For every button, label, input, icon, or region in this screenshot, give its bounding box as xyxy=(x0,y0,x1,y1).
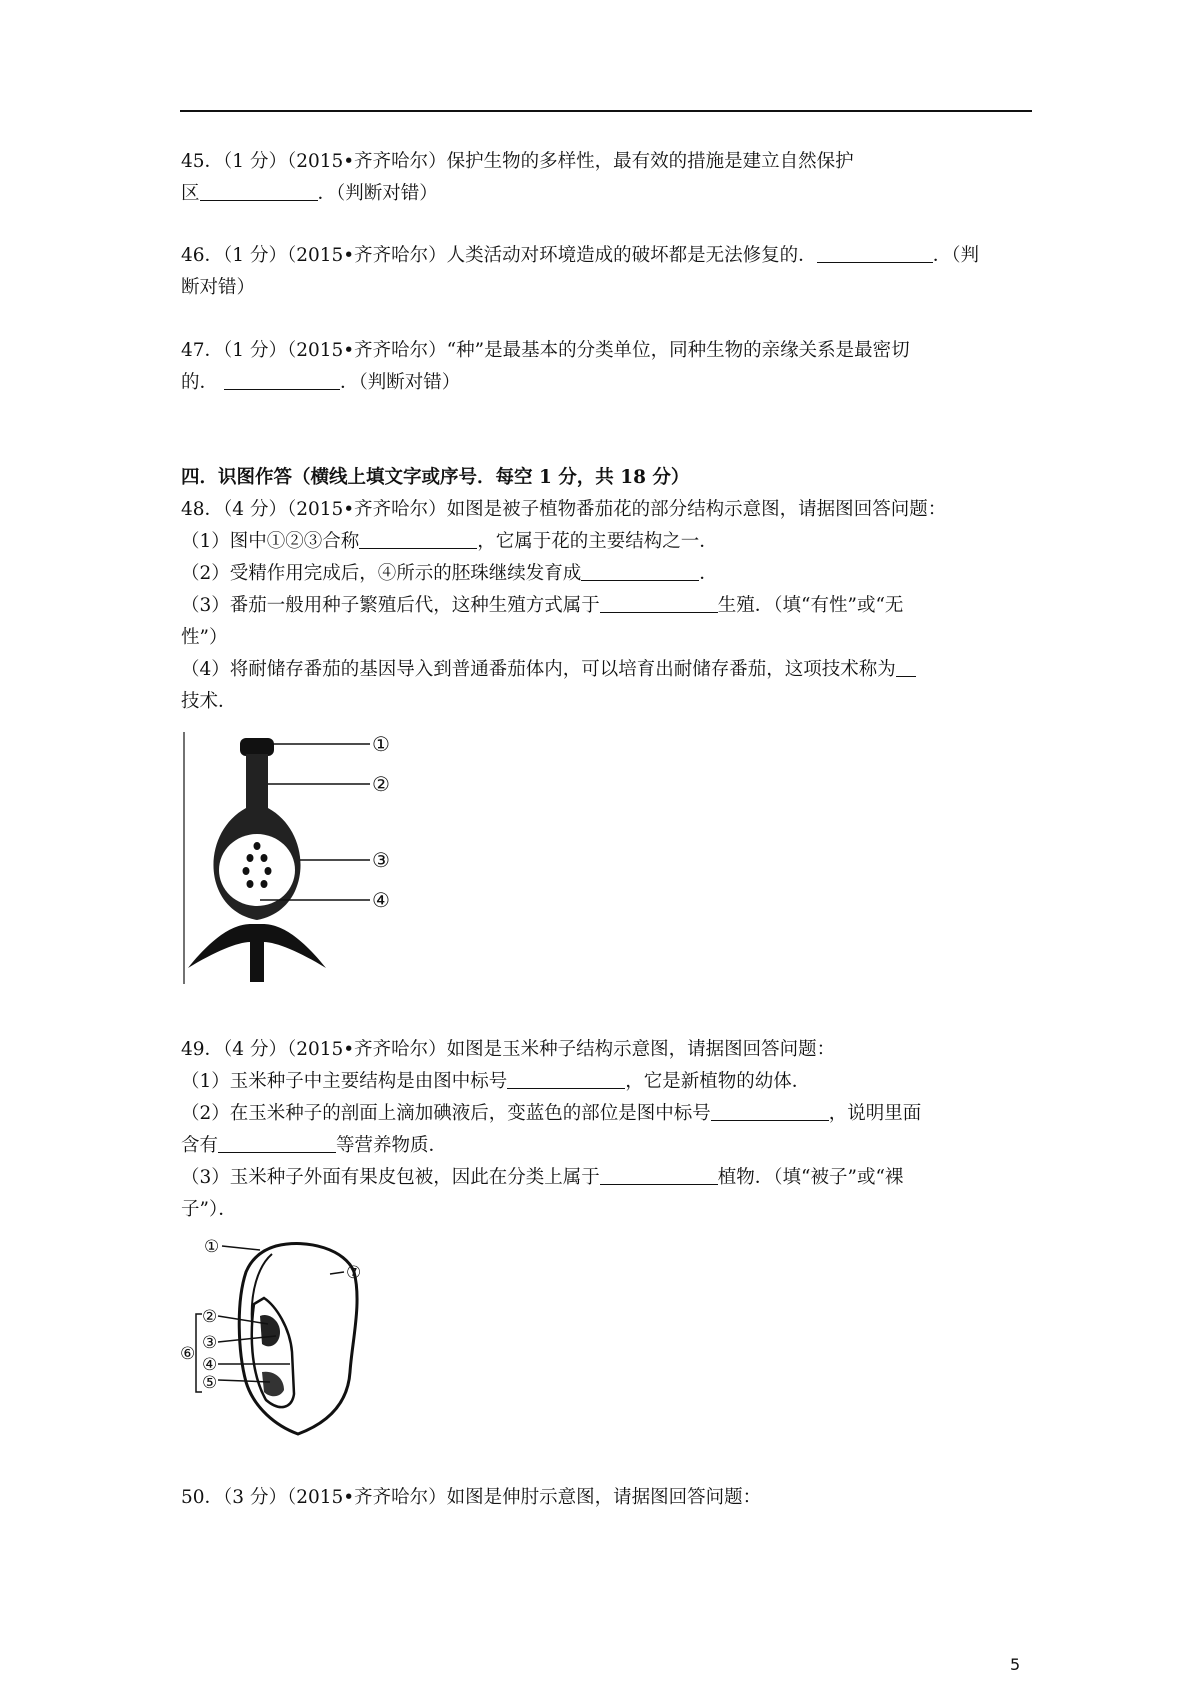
answer-blank[interactable] xyxy=(711,1098,829,1121)
figure-label-3: ③ xyxy=(372,848,390,872)
q48-sub3: （3）番茄一般用种子繁殖后代，这种生殖方式属于 生殖．（填“有性”或“无 xyxy=(181,590,1031,622)
q50-stem: 50．（3 分）（2015•齐齐哈尔）如图是伸肘示意图，请据图回答问题： xyxy=(181,1487,762,1508)
q49-sub3-cont: 子”）． xyxy=(181,1199,237,1220)
question-46 xyxy=(181,240,1031,304)
answer-blank[interactable] xyxy=(224,367,340,390)
figure-label-4: ④ xyxy=(372,888,390,912)
corn-label-7: ⑦ xyxy=(346,1263,362,1283)
q48-sub1: （1）图中①②③合称 ，它属于花的主要结构之一． xyxy=(181,526,1031,558)
q48-sub3-cont: 性”） xyxy=(181,627,228,648)
section-title: 四．识图作答（横线上填文字或序号．每空 1 分，共 18 分） xyxy=(181,467,690,488)
figure-label-1: ① xyxy=(372,732,390,756)
corn-label-3: ③ xyxy=(202,1333,218,1353)
corn-label-5: ⑤ xyxy=(202,1373,218,1393)
q45-line2: 区 ．（判断对错） xyxy=(181,178,1031,210)
q46-line2: 断对错） xyxy=(181,277,256,298)
answer-blank[interactable] xyxy=(200,178,318,201)
question-50 xyxy=(181,1482,1031,1514)
question-49 xyxy=(181,1034,1031,1226)
q49-sub3: （3）玉米种子外面有果皮包被，因此在分类上属于 植物．（填“被子”或“裸 xyxy=(181,1162,1031,1194)
answer-blank[interactable] xyxy=(600,1162,718,1185)
question-47 xyxy=(181,335,1031,399)
q48-sub2: （2）受精作用完成后，④所示的胚珠继续发育成 ． xyxy=(181,558,1031,590)
flower-pistil-figure xyxy=(180,728,410,988)
page-number: 5 xyxy=(1010,1655,1021,1674)
corn-seed-figure xyxy=(180,1232,420,1442)
question-45 xyxy=(181,146,1031,210)
answer-blank[interactable] xyxy=(507,1066,625,1089)
figure-label-2: ② xyxy=(372,772,390,796)
header-rule xyxy=(180,110,1032,112)
section-4 xyxy=(181,462,1031,718)
q49-sub2-cont: 含有 等营养物质． xyxy=(181,1130,1031,1162)
q48-stem: 48．（4 分）（2015•齐齐哈尔）如图是被子植物番茄花的部分结构示意图，请据图回答问题： xyxy=(181,499,947,520)
answer-blank[interactable] xyxy=(817,240,933,263)
corn-label-2: ② xyxy=(202,1307,218,1327)
q48-sub4-cont: 技术． xyxy=(181,691,237,712)
q45-line1: 45．（1 分）（2015•齐齐哈尔）保护生物的多样性，最有效的措施是建立自然保护 xyxy=(181,151,854,172)
q47-line1: 47．（1 分）（2015•齐齐哈尔）“种”是最基本的分类单位，同种生物的亲缘关系是最密切 xyxy=(181,340,910,361)
answer-blank[interactable] xyxy=(218,1130,336,1153)
corn-label-6: ⑥ xyxy=(180,1344,196,1364)
answer-blank[interactable] xyxy=(896,654,916,677)
q46-line1: 46．（1 分）（2015•齐齐哈尔）人类活动对环境造成的破坏都是无法修复的． ．（判 xyxy=(181,240,1031,272)
q49-sub2: （2）在玉米种子的剖面上滴加碘液后，变蓝色的部位是图中标号 ，说明里面 xyxy=(181,1098,1031,1130)
receptacle-shape xyxy=(188,924,326,982)
corn-label-1: ① xyxy=(204,1237,220,1257)
answer-blank[interactable] xyxy=(600,590,718,613)
corn-label-4: ④ xyxy=(202,1355,218,1375)
q49-stem: 49．（4 分）（2015•齐齐哈尔）如图是玉米种子结构示意图，请据图回答问题： xyxy=(181,1039,836,1060)
q49-sub1: （1）玉米种子中主要结构是由图中标号 ，它是新植物的幼体． xyxy=(181,1066,1031,1098)
q47-line2: 的． ．（判断对错） xyxy=(181,367,1031,399)
q48-sub4: （4）将耐储存番茄的基因导入到普通番茄体内，可以培育出耐储存番茄，这项技术称为 xyxy=(181,654,1031,686)
answer-blank[interactable] xyxy=(359,526,477,549)
answer-blank[interactable] xyxy=(581,558,699,581)
stigma-shape xyxy=(240,738,274,756)
